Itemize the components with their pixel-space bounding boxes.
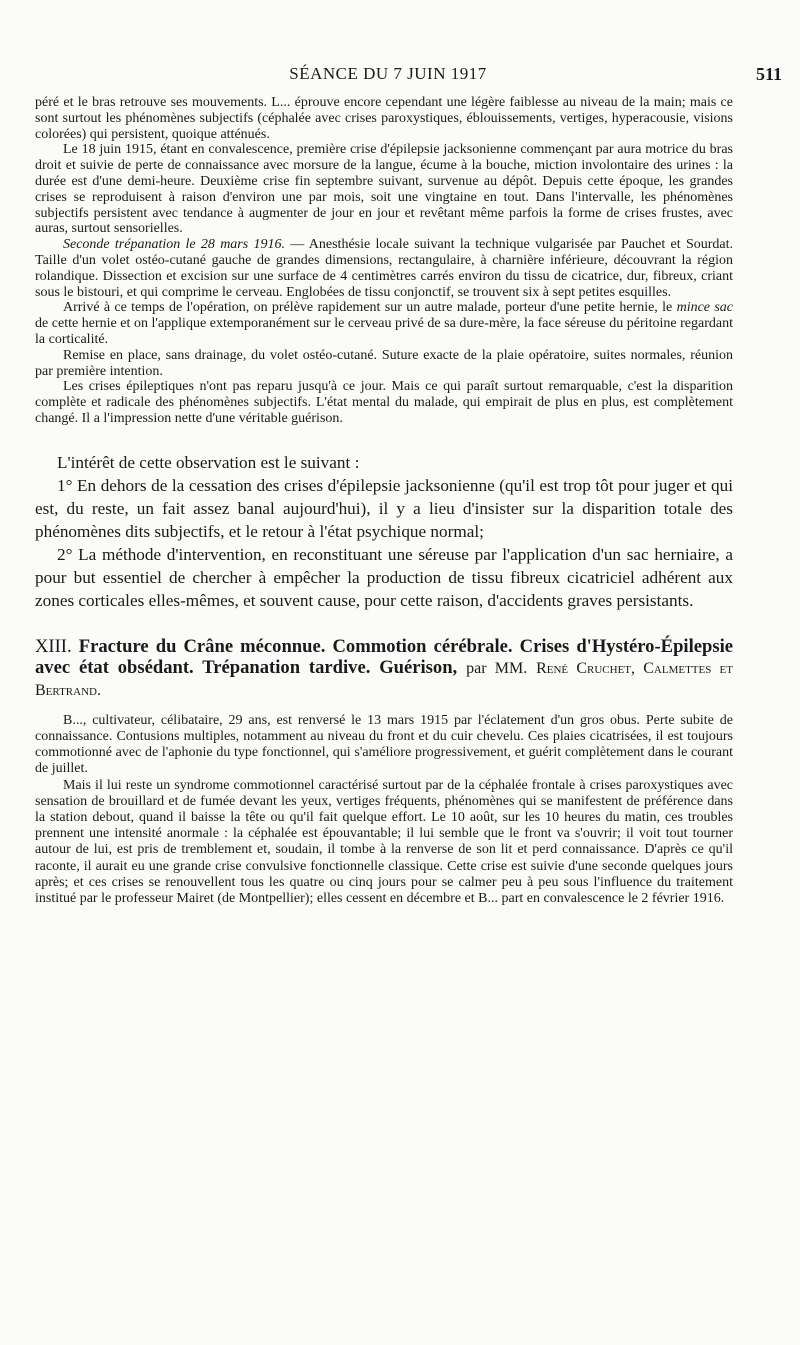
trepanation-text: Anesthésie locale suivant la technique vulgarisée par Pauchet et Sourdat. Taille d'un volet ostéo-cutané gauche de grandes dimensions, rectangulaire, à charnière inférieure, découvrant la région rolandique. Dissection et excision sur une surface de 4 centimètres carrés environ du tissu de cicatrice, dur, fibreux, criant sous le bistouri, et qui comprime le cerveau. Englobées de tissu conjonctif, se trouvent six à sept petites esquilles. bbox=[35, 237, 733, 300]
section-authors: René Cruchet, Calmettes et Bertrand. bbox=[35, 659, 734, 699]
dash: — bbox=[284, 237, 309, 253]
section-xiii bbox=[35, 636, 733, 907]
case-report-continuation bbox=[35, 95, 733, 427]
conclusion-point-1: 1° En dehors de la cessation des crises d'épilepsie jacksonienne (qu'il est trop tôt pour juger et qui est, du reste, un fait assez banal aujourd'hui), il y a lieu d'insister sur la disparition totale des phénomènes dits subjectifs, et le retour à l'état psychique normal; bbox=[35, 475, 733, 541]
section-heading: Fracture du Crâne méconnue. Commotion cérébrale. Crises d'Hystéro-Épilepsie avec état obsédant. Trépanation tardive. Guérison, bbox=[35, 635, 733, 678]
trepanation-paragraph bbox=[35, 237, 733, 300]
paragraph: Le 18 juin 1915, étant en convalescence, première crise d'épilepsie jacksonienne commençant par aura motrice du bras droit et suivie de perte de connaissance avec morsure de la langue, écume à la bouche, miction involontaire des urines : la durée est d'une demi-heure. Deuxième crise fin septembre suivant, survenue au dépôt. Depuis cette époque, les grandes crises se reproduisent à raison d'environ une par mois, soit une vingtaine en tout. Dans l'intervalle, les phénomènes subjectifs persistent avec tendance à augmenter de jour en jour et revêtant même parfois la forme de crises frustes, avec auras, surtout sensorielles. bbox=[35, 142, 733, 237]
page-body bbox=[35, 95, 733, 907]
italic-term: mince sac bbox=[676, 300, 733, 316]
paragraph: Les crises épileptiques n'ont pas reparu jusqu'à ce jour. Mais ce qui paraît surtout remarquable, c'est la disparition complète et radicale des phénomènes subjectifs. L'état mental du malade, qui empirait de plus en plus, est complètement changé. Il a l'impression nette d'une véritable guérison. bbox=[35, 379, 733, 426]
conclusion-intro: L'intérêt de cette observation est le suivant : bbox=[57, 452, 360, 472]
section-par: par MM. bbox=[466, 659, 528, 677]
page-header bbox=[0, 64, 800, 88]
section-body bbox=[35, 713, 733, 907]
running-title: SÉANCE DU 7 JUIN 1917 bbox=[289, 64, 487, 83]
trepanation-heading: Seconde trépanation le 28 mars 1916. bbox=[63, 237, 285, 253]
text-run: Arrivé à ce temps de l'opération, on prélève rapidement sur un autre malade, porteur d'une petite hernie, le bbox=[63, 300, 677, 316]
paragraph: Remise en place, sans drainage, du volet ostéo-cutané. Suture exacte de la plaie opératoire, suites normales, réunion par première intention. bbox=[35, 347, 733, 379]
hernia-paragraph bbox=[35, 300, 733, 347]
section-number: XIII. bbox=[35, 635, 72, 657]
conclusion-point-2: 2° La méthode d'intervention, en reconstituant une séreuse par l'application d'un sac herniaire, a pour but essentiel de chercher à empêcher la production de tissu fibreux cicatriciel adhérent aux zones corticales elles-mêmes, et souvent cause, pour cette raison, d'accidents graves persistants. bbox=[35, 544, 733, 610]
paragraph: Mais il lui reste un syndrome commotionnel caractérisé surtout par de la céphalée frontale à crises paroxystiques avec sensation de brouillard et de fumée devant les yeux, vertiges fréquents, phénomènes qui se manifestent de préférence dans la station debout, quand il baisse la tête ou qu'il fait quelque effort. Le 10 août, sur les 10 heures du matin, ces troubles prennent une intensité anormale : la céphalée est épouvantable; il lui semble que le front va s'ouvrir; il voit tout tourner autour de lui, est pris de tremblement et, soudain, il tombe à la renverse de son lit et perd connaissance. D'après ce qu'il raconte, il aurait eu une grande crise convulsive fonctionnelle classique. Cette crise est suivie d'une seconde quelques jours après; et ces crises se renouvellent tous les quatre ou cinq jours pour se calmer peu à peu sous l'influence du traitement institué par le professeur Mairet (de Montpellier); elles cessent en décembre et B... part en convalescence le 2 février 1916. bbox=[35, 777, 733, 906]
section-title bbox=[35, 636, 733, 701]
paragraph: péré et le bras retrouve ses mouvements. L... éprouve encore cependant une légère faiblesse au niveau de la main; mais ce sont surtout les phénomènes subjectifs (céphalée avec crises paroxystiques, éblouissements, vertiges, hyperacousie, visions colorées) qui persistent, quoique atténués. bbox=[35, 95, 733, 142]
paragraph: B..., cultivateur, célibataire, 29 ans, est renversé le 13 mars 1915 par l'éclatement d'un gros obus. Perte subite de connaissance. Contusions multiples, notamment au niveau du front et du cuir chevelu. Ces plaies cicatrisées, il est toujours commotionné avec de l'aphonie du type fonctionnel, qui s'améliore progressivement, et guérit complètement dans le courant de juillet. bbox=[35, 712, 733, 777]
page-number: 511 bbox=[755, 64, 782, 84]
text-run: de cette hernie et on l'applique extemporanément sur le cerveau privé de sa dure-mère, la face séreuse du péritoine regardant la corticalité. bbox=[35, 316, 733, 347]
conclusions bbox=[35, 451, 733, 612]
